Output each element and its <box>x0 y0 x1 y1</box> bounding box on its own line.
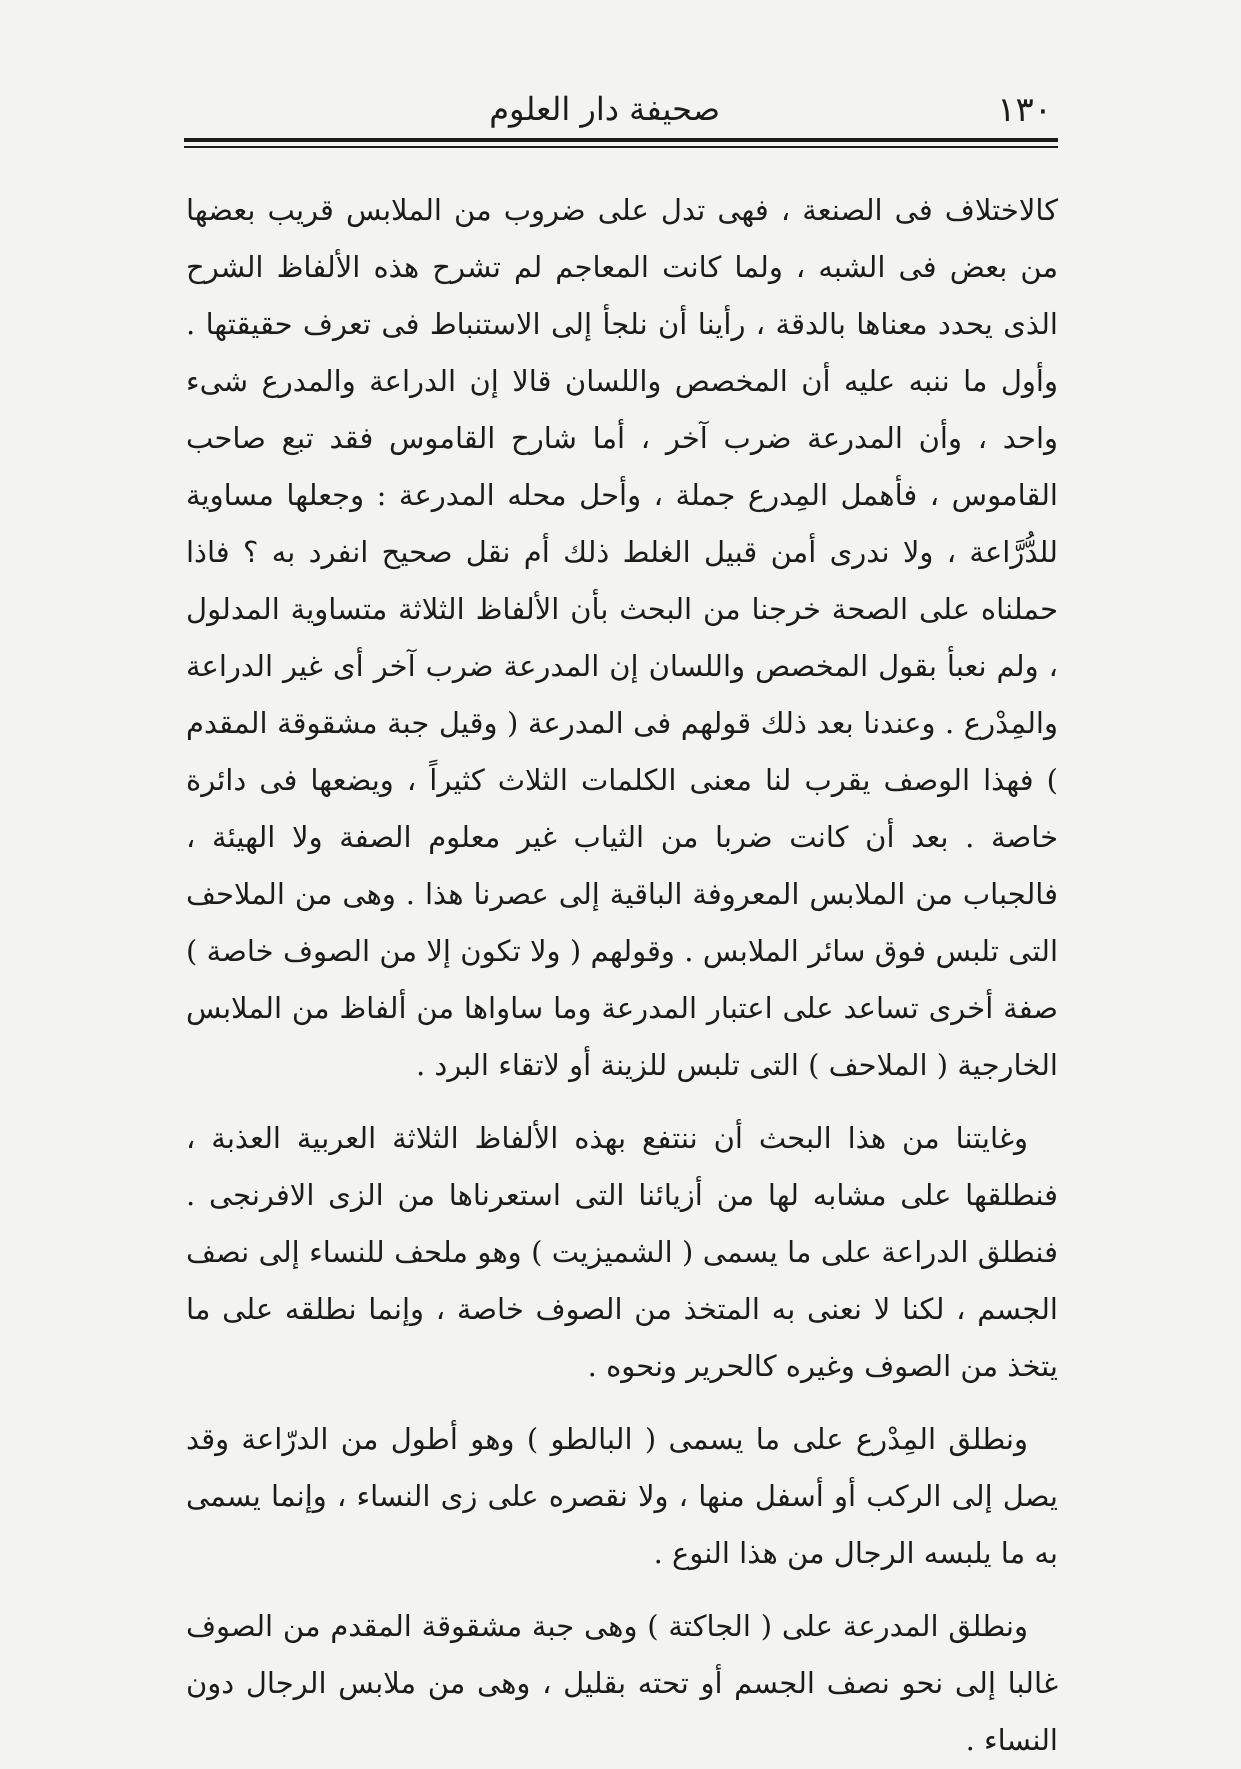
paragraph-3: ونطلق المِدْرع على ما يسمى ( البالطو ) وهو أطول من الدرّاعة وقد يصل إلى الركب أو أسفل منها ، ولا نقصره على زى النساء ، وإنما يسمى به ما يلبسه الرجال من هذا النوع . <box>186 1422 1058 1570</box>
page-header <box>180 84 1060 136</box>
article-body <box>186 182 1058 1757</box>
header-rule-thin <box>184 146 1058 148</box>
paragraph-1: كالاختلاف فى الصنعة ، فهى تدل على ضروب من الملابس قريب بعضها من بعض فى الشبه ، ولما كانت المعاجم لم تشرح هذه الألفاظ الشرح الذى يحدد معناها بالدقة ، رأينا أن نلجأ إلى الاستنباط فى تعرف حقيقتها . وأول ما ننبه عليه أن المخصص واللسان قالا إن الدراعة والمدرع شىء واحد ، وأن المدرعة ضرب آخر ، أما شارح القاموس فقد تبع صاحب القاموس ، فأهمل المِدرع جملة ، وأحل محله المدرعة : وجعلها مساوية للدُّرَّاعة ، ولا ندرى أمن قبيل الغلط ذلك أم نقل صحيح انفرد به ؟ فاذا حملناه على الصحة خرجنا من البحث بأن الألفاظ الثلاثة متساوية المدلول ، ولم نعبأ بقول المخصص واللسان إن المدرعة ضرب آخر أى غير الدراعة والمِدْرع . وعندنا بعد ذلك قولهم فى المدرعة ( وقيل جبة مشقوقة المقدم ) فهذا الوصف يقرب لنا معنى الكلمات الثلاث كثيراً ، ويضعها فى دائرة خاصة . بعد أن كانت ضربا من الثياب غير معلوم الصفة ولا الهيئة ، فالجباب من الملابس المعروفة الباقية إلى عصرنا هذا . وهى من الملاحف التى تلبس فوق سائر الملابس . وقولهم ( ولا تكون إلا من الصوف خاصة ) صفة أخرى تساعد على اعتبار المدرعة وما ساواها من ألفاظ من الملابس الخارجية ( الملاحف ) التى تلبس للزينة أو لاتقاء البرد . <box>186 193 1058 1082</box>
paragraph-4: ونطلق المدرعة على ( الجاكتة ) وهى جبة مشقوقة المقدم من الصوف غالبا إلى نحو نصف الجسم أو تحته بقليل ، وهى من ملابس الرجال دون النساء . <box>186 1609 1058 1757</box>
running-title: صحيفة دار العلوم <box>489 90 720 128</box>
page-number: ١٣٠ <box>997 90 1052 130</box>
header-rule-thick <box>184 138 1058 142</box>
paragraph-2: وغايتنا من هذا البحث أن ننتفع بهذه الألفاظ الثلاثة العربية العذبة ، فنطلقها على مشابه لها من أزيائنا التى استعرناها من الزى الافرنجى . فنطلق الدراعة على ما يسمى ( الشميزيت ) وهو ملحف للنساء إلى نصف الجسم ، لكنا لا نعنى به المتخذ من الصوف خاصة ، وإنما نطلقه على ما يتخذ من الصوف وغيره كالحرير ونحوه . <box>186 1121 1058 1383</box>
